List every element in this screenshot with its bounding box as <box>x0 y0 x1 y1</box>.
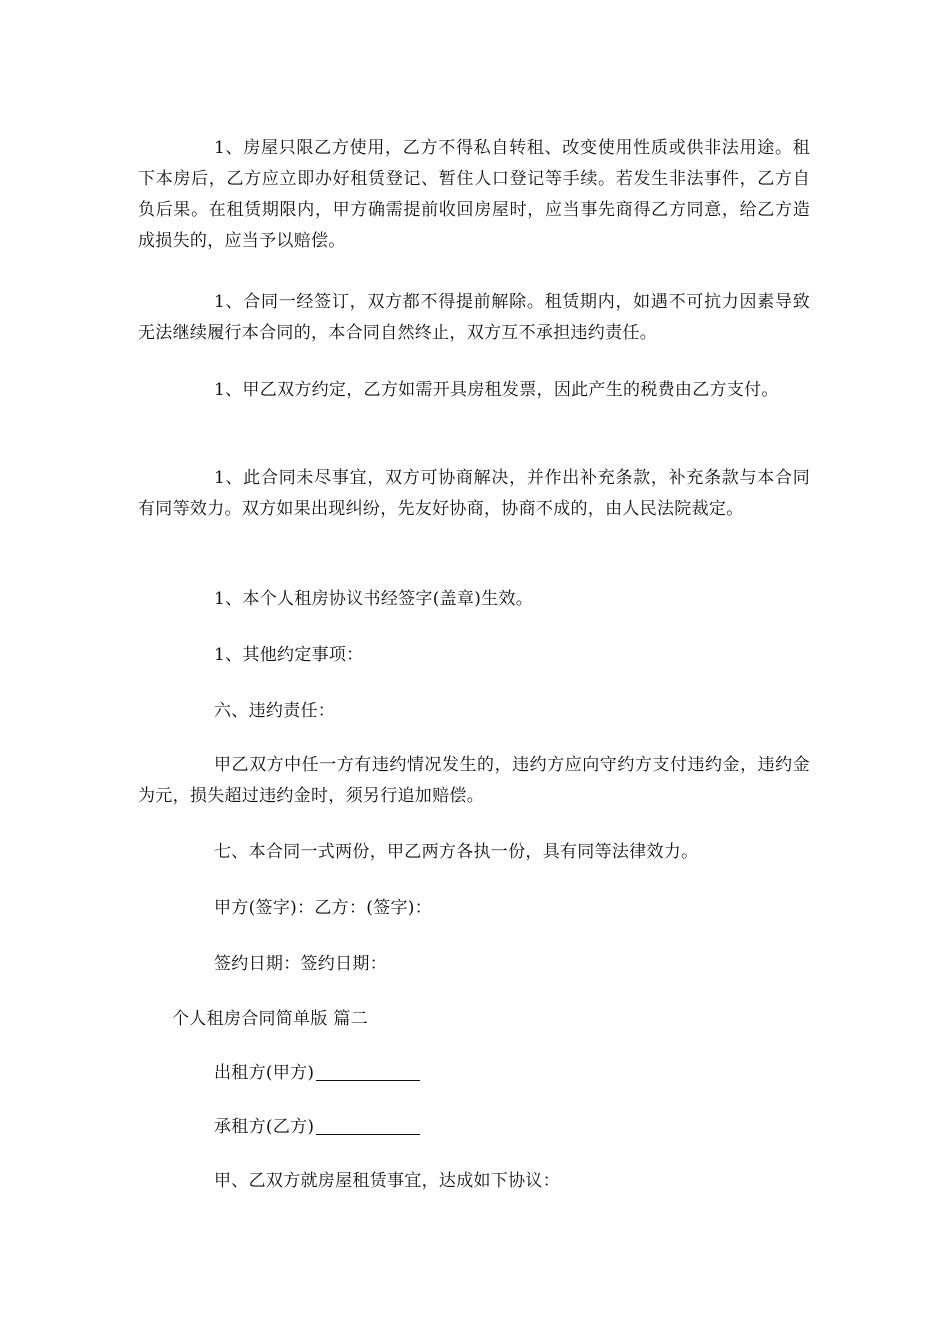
clause-invoice-tax: 1、甲乙双方约定，乙方如需开具房租发票，因此产生的税费由乙方支付。 <box>214 380 779 400</box>
clause-copies: 七、本合同一式两份，甲乙两方各执一份，具有同等法律效力。 <box>214 842 699 862</box>
clause-no-early-termination: 1、合同一经签订，双方都不得提前解除。租赁期内，如遇不可抗力因素导致无法继续履行本合同的，本合同自然终止，双方互不承担违约责任。 <box>138 292 810 343</box>
section-breach-liability: 六、违约责任： <box>214 701 336 721</box>
signing-date-line: 签约日期：签约日期： <box>214 954 387 974</box>
clause-effective-on-signature: 1、本个人租房协议书经签字(盖章)生效。 <box>214 589 534 609</box>
lessee-line <box>138 1112 810 1143</box>
signature-line: 甲方(签字)：乙方：(签字)： <box>214 898 433 918</box>
section-title: 个人租房合同简单版 篇二 <box>172 1009 369 1029</box>
clause-supplementary-terms: 1、此合同未尽事宜，双方可协商解决，并作出补充条款，补充条款与本合同有同等效力。双方如果出现纠纷，先友好协商，协商不成的，由人民法院裁定。 <box>138 468 810 519</box>
clause-other-matters: 1、其他约定事项： <box>214 645 364 665</box>
lessor-blank <box>316 1062 420 1081</box>
lessor-line <box>138 1058 810 1089</box>
lessee-label: 承租方(乙方) <box>214 1117 315 1137</box>
lessor-label: 出租方(甲方) <box>214 1063 315 1083</box>
agreement-intro: 甲、乙双方就房屋租赁事宜，达成如下协议： <box>214 1171 560 1191</box>
clause-exclusive-use: 1、房屋只限乙方使用，乙方不得私自转租、改变使用性质或供非法用途。租下本房后，乙方应立即办好租赁登记、暂住人口登记等手续。若发生非法事件，乙方自负后果。在租赁期限内，甲方确需提前收回房屋时，应当事先商得乙方同意，给乙方造成损失的，应当予以赔偿。 <box>138 138 810 251</box>
clause-penalty: 甲乙双方中任一方有违约情况发生的，违约方应向守约方支付违约金，违约金为元，损失超过违约金时，须另行追加赔偿。 <box>138 755 810 806</box>
lessee-blank <box>316 1116 420 1135</box>
